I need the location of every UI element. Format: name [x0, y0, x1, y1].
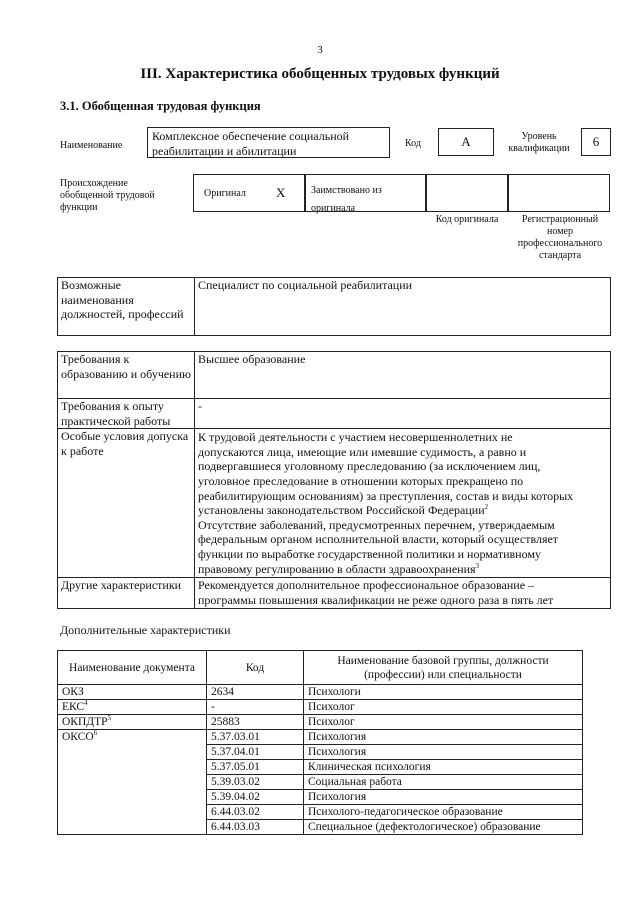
name-cell: Специальное (дефектологическое) образование: [304, 820, 583, 835]
table-row: [58, 685, 583, 700]
function-name-label: Наименование: [60, 140, 123, 151]
code-cell: 5.37.05.01: [207, 760, 304, 775]
education-row: [58, 352, 611, 399]
doc-name: ОКСО: [62, 731, 94, 743]
code-cell: 5.39.03.02: [207, 775, 304, 790]
condition-line: К трудовой деятельности с участием несовершеннолетних не: [198, 430, 513, 445]
reg-number-cell: [508, 174, 610, 212]
borrowed-cell: [305, 174, 426, 212]
footnote-ref: 4: [84, 699, 88, 708]
positions-value: Специалист по социальной реабилитации: [195, 278, 611, 336]
borrowed-label: Заимствовано из оригинала: [311, 185, 382, 214]
name-cell: Психология: [304, 745, 583, 760]
other-line: программы повышения квалификации не реже одного раза в пять лет: [198, 592, 554, 607]
other-characteristics-label: Другие характеристики: [58, 578, 195, 609]
qualification-level-label: Уровень квалификации: [508, 131, 570, 154]
requirements-table: [57, 351, 611, 609]
name-cell: Социальная работа: [304, 775, 583, 790]
code-cell: 6.44.03.02: [207, 805, 304, 820]
origin-label: Происхождение обобщенной трудовой функции: [60, 178, 155, 213]
special-conditions-label: Особые условия допуска к работе: [58, 429, 195, 578]
code-original-cell: [426, 174, 508, 212]
name-cell: Психолого-педагогическое образование: [304, 805, 583, 820]
header-document: Наименование документа: [58, 651, 207, 685]
function-name-value: Комплексное обеспечение социальной реабилитации и абилитации: [147, 127, 390, 158]
table-row: [58, 715, 583, 730]
original-label: Оригинал: [204, 188, 246, 199]
condition-line-with-footnote: [198, 562, 607, 577]
name-cell: Психология: [304, 730, 583, 745]
positions-table: [57, 277, 611, 336]
special-conditions-value: [195, 429, 611, 578]
condition-line: уголовное преследование в отношении которых прекращено по: [198, 473, 524, 488]
name-cell: Психолог: [304, 700, 583, 715]
doc-cell: [58, 730, 207, 835]
name-cell: Психология: [304, 790, 583, 805]
condition-line-with-footnote: [198, 503, 607, 518]
doc-name: ЕКС: [62, 701, 85, 713]
experience-label: Требования к опыту практической работы: [58, 399, 195, 429]
function-code-value: А: [438, 128, 494, 156]
original-cell: [193, 174, 305, 212]
condition-line: реабилитирующим основаниям) за преступления, состав и виды которых: [198, 488, 574, 503]
other-characteristics-row: [58, 578, 611, 609]
other-line: Рекомендуется дополнительное профессиональное образование –: [198, 578, 535, 593]
header-code: Код: [207, 651, 304, 685]
condition-line: допускаются лица, имеющие или имевшие судимость, а равно и: [198, 444, 527, 459]
condition-text: установлены законодательством Российской Федерации: [198, 503, 485, 518]
footnote-ref: 2: [484, 503, 489, 512]
condition-line: Отсутствие заболеваний, предусмотренных перечнем, утверждаемым: [198, 517, 555, 532]
code-cell: 2634: [207, 685, 304, 700]
name-cell: Психолог: [304, 715, 583, 730]
education-value: Высшее образование: [195, 352, 611, 399]
doc-name: ОКЗ: [62, 686, 84, 698]
code-cell: 6.44.03.03: [207, 820, 304, 835]
code-cell: 5.37.03.01: [207, 730, 304, 745]
condition-line: функции по выработке государственной политики и нормативному: [198, 546, 541, 561]
subsection-title: 3.1. Обобщенная трудовая функция: [60, 99, 261, 113]
other-characteristics-value: [195, 578, 611, 609]
name-cell: Клиническая психология: [304, 760, 583, 775]
condition-text: правовому регулированию в области здравоохранения: [198, 561, 476, 576]
code-cell: 5.37.04.01: [207, 745, 304, 760]
table-row: [58, 700, 583, 715]
original-mark: Х: [276, 185, 286, 200]
code-original-label: Код оригинала: [435, 214, 499, 225]
code-cell: 5.39.04.02: [207, 790, 304, 805]
experience-value: -: [195, 399, 611, 429]
function-code-label: Код: [405, 138, 421, 149]
condition-line: федеральным органом исполнительной власти, который осуществляет: [198, 532, 559, 547]
section-title: III. Характеристика обобщенных трудовых функций: [140, 66, 500, 82]
page-number: 3: [317, 44, 323, 56]
qualification-level-value: 6: [581, 128, 611, 156]
code-cell: 25883: [207, 715, 304, 730]
condition-line: подвергавшиеся уголовному преследованию (за исключением лиц,: [198, 459, 541, 474]
doc-name: ОКПДТР: [62, 716, 108, 728]
code-cell: -: [207, 700, 304, 715]
doc-cell: [58, 715, 207, 730]
positions-row: [58, 278, 611, 336]
experience-row: [58, 399, 611, 429]
footnote-ref: 3: [475, 561, 480, 570]
header-name: Наименование базовой группы, должности (профессии) или специальности: [304, 651, 583, 685]
footnote-ref: 5: [107, 714, 112, 723]
education-label: Требования к образованию и обучению: [58, 352, 195, 399]
additional-title: Дополнительные характеристики: [60, 623, 231, 637]
reg-number-label: Регистрационный номер профессионального стандарта: [517, 214, 603, 261]
special-conditions-row: [58, 429, 611, 578]
footnote-ref: 6: [93, 729, 98, 738]
doc-cell: [58, 685, 207, 700]
positions-label: Возможные наименования должностей, профессий: [58, 278, 195, 336]
name-cell: Психологи: [304, 685, 583, 700]
doc-cell: [58, 700, 207, 715]
additional-table: [57, 650, 583, 835]
additional-header-row: [58, 651, 583, 685]
table-row: [58, 730, 583, 745]
